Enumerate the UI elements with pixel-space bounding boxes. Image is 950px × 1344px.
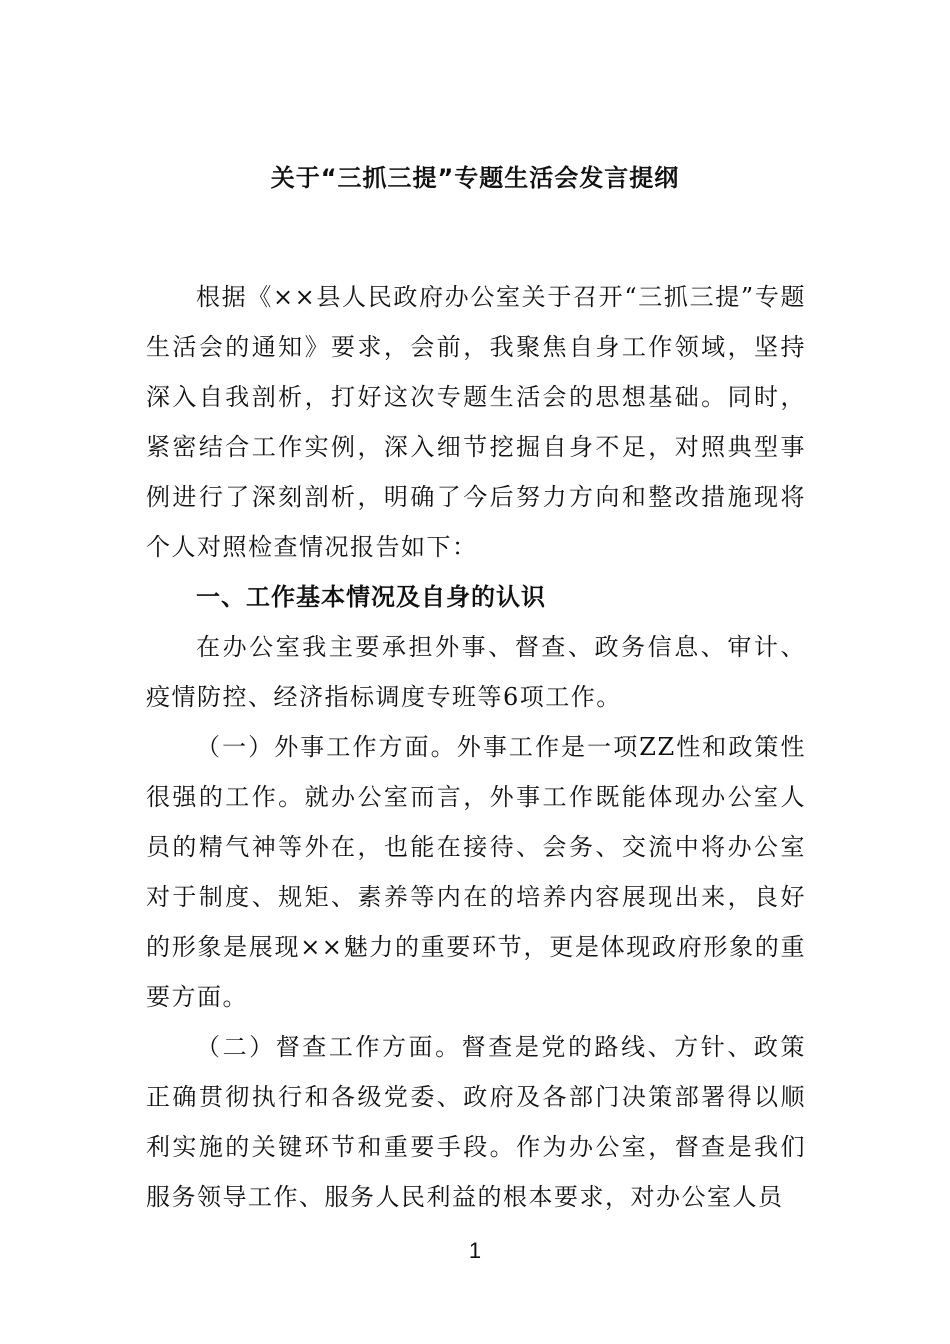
section1-paragraph-2: （一）外事工作方面。外事工作是一项ZZ性和政策性很强的工作。就办公室而言，外事工作既能体现办公室人员的精气神等外在，也能在接待、会务、交流中将办公室对于制度、规矩、素养等内在的培养内容展现出来，良好的形象是展现××魅力的重要环节，更是体现政府形象的重要方面。 [146,733,806,1011]
section1-paragraph-1: 在办公室我主要承担外事、督查、政务信息、审计、疫情防控、经济指标调度专班等6项工作。 [146,633,806,711]
section-heading-1: 一、工作基本情况及自身的认识 [196,583,546,611]
document-body [146,272,806,1222]
page-number: 1 [468,1238,482,1263]
intro-paragraph: 根据《××县人民政府办公室关于召开“三抓三提”专题生活会的通知》要求，会前，我聚焦自身工作领域，坚持深入自我剖析，打好这次专题生活会的思想基础。同时，紧密结合工作实例，深入细节挖掘自身不足，对照典型事例进行了深刻剖析，明确了今后努力方向和整改措施现将个人对照检查情况报告如下： [146,283,806,561]
document-title: 关于“三抓三提”专题生活会发言提纲 [270,164,680,192]
section1-paragraph-3: （二）督查工作方面。督查是党的路线、方针、政策正确贯彻执行和各级党委、政府及各部门决策部署得以顺利实施的关键环节和重要手段。作为办公室，督查是我们服务领导工作、服务人民利益的根本要求，对办公室人员 [146,1033,806,1211]
